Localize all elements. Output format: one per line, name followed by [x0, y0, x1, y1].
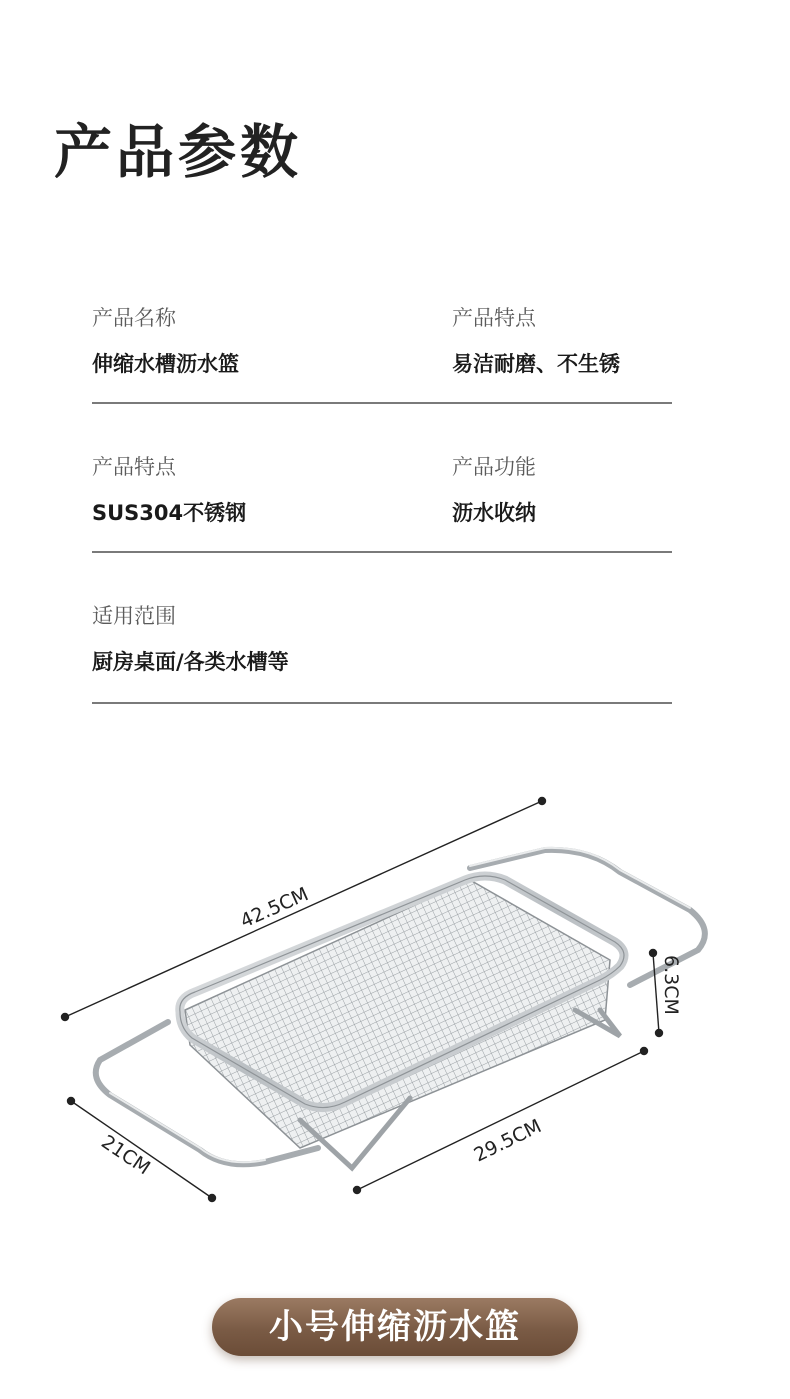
spec-value: 伸缩水槽沥水篮 — [92, 352, 239, 376]
basket-illustration — [0, 780, 790, 1220]
dim-width: 21CM — [97, 1130, 155, 1180]
spec-label: 产品特点 — [92, 455, 176, 479]
spec-label: 产品功能 — [452, 455, 536, 479]
spec-label: 适用范围 — [92, 604, 176, 628]
spec-row — [92, 455, 672, 553]
dim-height: 6.3CM — [660, 955, 682, 1015]
spec-cell — [92, 455, 247, 525]
spec-row — [92, 604, 672, 704]
spec-cell — [92, 306, 239, 376]
spec-label: 产品特点 — [452, 306, 536, 330]
spec-value: 易洁耐磨、不生锈 — [452, 352, 620, 376]
page-title: 产品参数 — [54, 118, 303, 186]
spec-row — [92, 306, 672, 404]
dim-basket-length: 29.5CM — [470, 1115, 545, 1167]
product-size-badge: 小号伸缩沥水篮 — [212, 1298, 578, 1356]
spec-cell — [92, 604, 289, 674]
spec-label: 产品名称 — [92, 306, 176, 330]
spec-value: 厨房桌面/各类水槽等 — [92, 650, 289, 674]
spec-cell — [452, 306, 620, 376]
product-figure — [0, 780, 790, 1220]
spec-cell — [452, 455, 536, 525]
spec-value: SUS304不锈钢 — [92, 501, 247, 525]
spec-value: 沥水收纳 — [452, 501, 536, 525]
dim-length-total: 42.5CM — [237, 883, 312, 933]
